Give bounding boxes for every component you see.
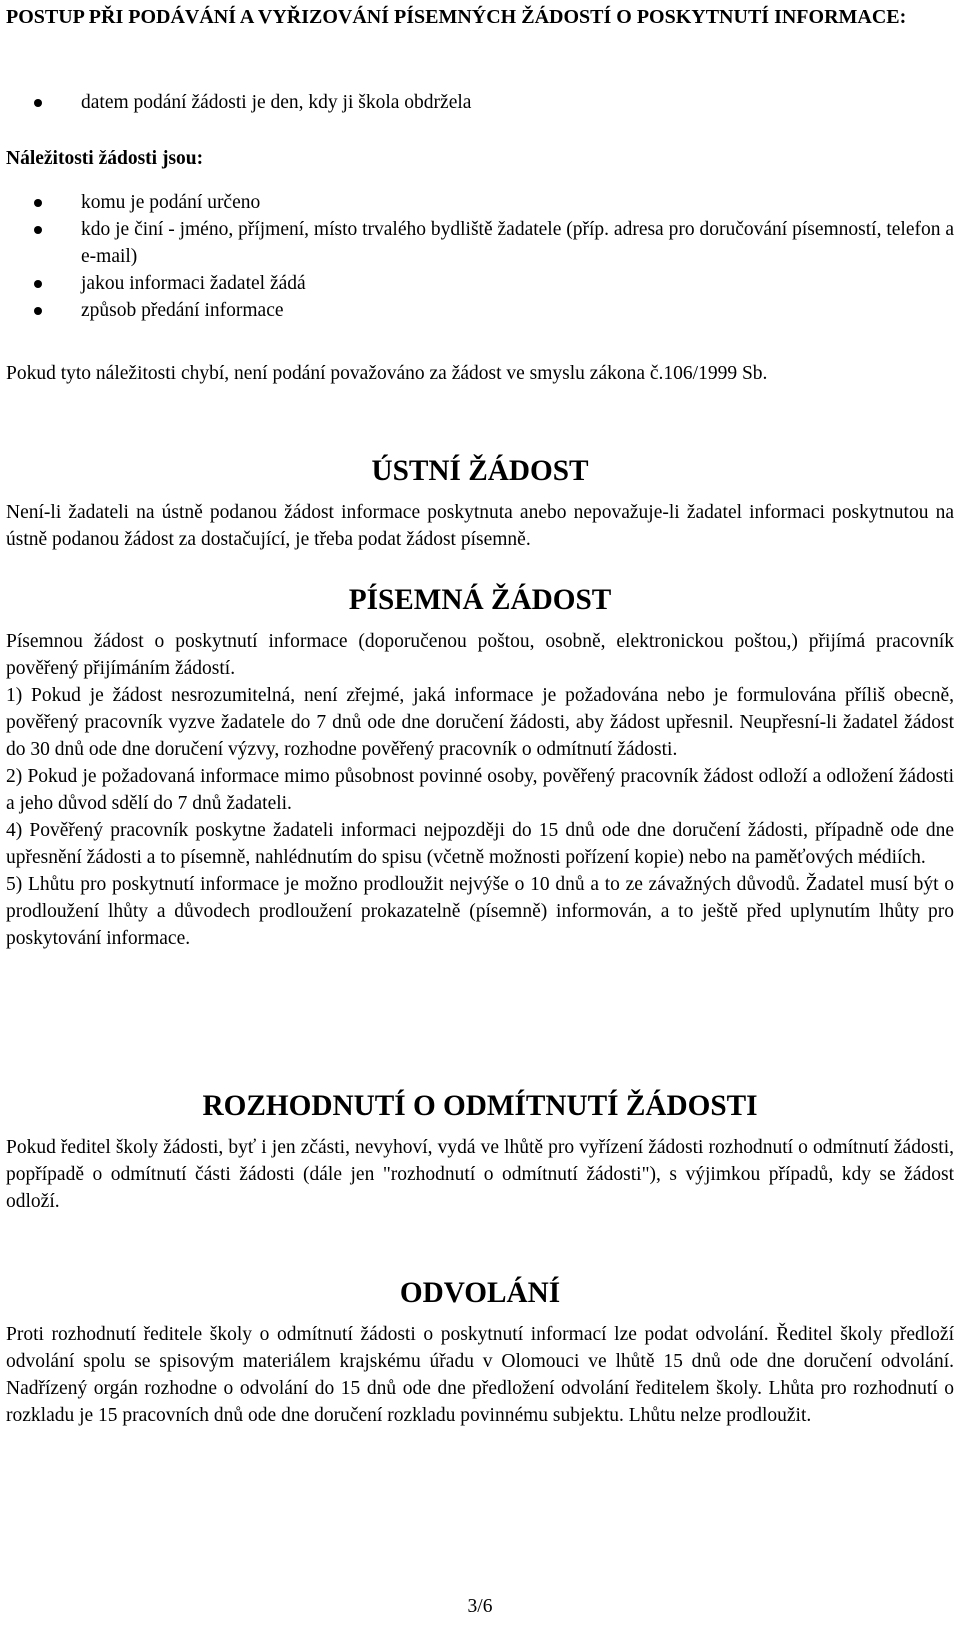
requirements-list xyxy=(0,189,954,324)
bullet-icon xyxy=(34,307,42,315)
missing-requirements-note: Pokud tyto náležitosti chybí, není podání považováno za žádost ve smyslu zákona č.106/1999 Sb. xyxy=(6,363,768,384)
list-item-text: kdo je činí - jméno, příjmení, místo trvalého bydliště žadatele (příp. adresa pro doručování písemností, telefon a e-mail) xyxy=(81,219,954,267)
appeal-text: Proti rozhodnutí ředitele školy o odmítnutí žádosti o poskytnutí informací lze podat odvolání. Ředitel školy předloží odvolání spolu se spisovým materiálem krajskému úřadu v Olomouci ve lhůtě 15 dnů ode dne doručení odvolání. Nadřízený orgán rozhodne o odvolání do 15 dnů ode dne předložení odvolání ředitelem školy. Lhůta pro rozhodnutí o rozkladu je 15 pracovních dnů ode dne doručení rozkladu povinnému subjektu. Lhůtu nelze prodloužit. xyxy=(6,1324,954,1426)
written-paragraph: 4) Pověřený pracovník poskytne žadateli informaci nejpozději do 15 dnů ode dne doručení žádosti, případně ode dne upřesnění žádosti a to písemně, nahlédnutím do spisu (včetně možnosti pořízení kopie) nebo na paměťových médiích. xyxy=(6,820,954,868)
list-item-text: jakou informaci žadatel žádá xyxy=(81,273,306,294)
bullet-icon xyxy=(34,226,42,234)
written-request-body xyxy=(6,628,954,952)
page-title: POSTUP PŘI PODÁVÁNÍ A VYŘIZOVÁNÍ PÍSEMNÝCH ŽÁDOSTÍ O POSKYTNUTÍ INFORMACE: xyxy=(6,6,907,28)
requirements-heading: Náležitosti žádosti jsou: xyxy=(6,148,204,169)
list-item xyxy=(0,216,954,270)
list-item-text: způsob předání informace xyxy=(81,300,284,321)
bullet-icon xyxy=(34,99,42,107)
written-paragraph: 1) Pokud je žádost nesrozumitelná, není zřejmé, jaká informace je požadována nebo je formulována příliš obecně, pověřený pracovník vyzve žadatele do 7 dnů ode dne doručení žádosti, aby žádost upřesnil. Neupřesní-li žadatel žádost do 30 dnů ode dne doručení výzvy, rozhodne pověřený pracovník o odmítnutí žádosti. xyxy=(6,685,954,760)
written-request-title: PÍSEMNÁ ŽÁDOST xyxy=(348,584,612,616)
written-paragraph: 5) Lhůtu pro poskytnutí informace je možno prodloužit nejvýše o 10 dnů a to ze závažných důvodů. Žadatel musí být o prodloužení lhůty a důvodech prodloužení prokazatelně (písemně) informován, a to ještě před uplynutím lhůty pro poskytování informace. xyxy=(6,874,954,949)
bullet-icon xyxy=(34,199,42,207)
list-item xyxy=(0,270,954,297)
list-item-text: komu je podání určeno xyxy=(81,192,261,213)
list-item-text: datem podání žádosti je den, kdy ji škola obdržela xyxy=(81,92,472,113)
page-number: 3/6 xyxy=(467,1596,493,1617)
list-item xyxy=(0,89,954,116)
oral-request-title: ÚSTNÍ ŽÁDOST xyxy=(371,455,589,487)
written-paragraph: Písemnou žádost o poskytnutí informace (doporučenou poštou, osobně, elektronickou poštou,) přijímá pracovník pověřený přijímáním žádostí. xyxy=(6,631,954,679)
list-item xyxy=(0,297,954,324)
refusal-text: Pokud ředitel školy žádosti, byť i jen zčásti, nevyhoví, vydá ve lhůtě pro vyřízení žádosti rozhodnutí o odmítnutí žádosti, popřípadě o odmítnutí části žádosti (dále jen "rozhodnutí o odmítnutí žádosti"), s výjimkou případů, kdy se žádost odloží. xyxy=(6,1137,954,1212)
oral-request-text: Není-li žadateli na ústně podanou žádost informace poskytnuta anebo nepovažuje-li žadatel informaci poskytnutou na ústně podanou žádost za dostačující, je třeba podat žádost písemně. xyxy=(6,502,954,550)
written-paragraph: 2) Pokud je požadovaná informace mimo působnost povinné osoby, pověřený pracovník žádost odloží a odložení žádosti a jeho důvod sdělí do 7 dnů žadateli. xyxy=(6,766,954,814)
bullet-icon xyxy=(34,280,42,288)
appeal-title: ODVOLÁNÍ xyxy=(399,1277,561,1309)
intro-bullet-list xyxy=(0,89,954,116)
list-item xyxy=(0,189,954,216)
refusal-title: ROZHODNUTÍ O ODMÍTNUTÍ ŽÁDOSTI xyxy=(202,1090,758,1122)
